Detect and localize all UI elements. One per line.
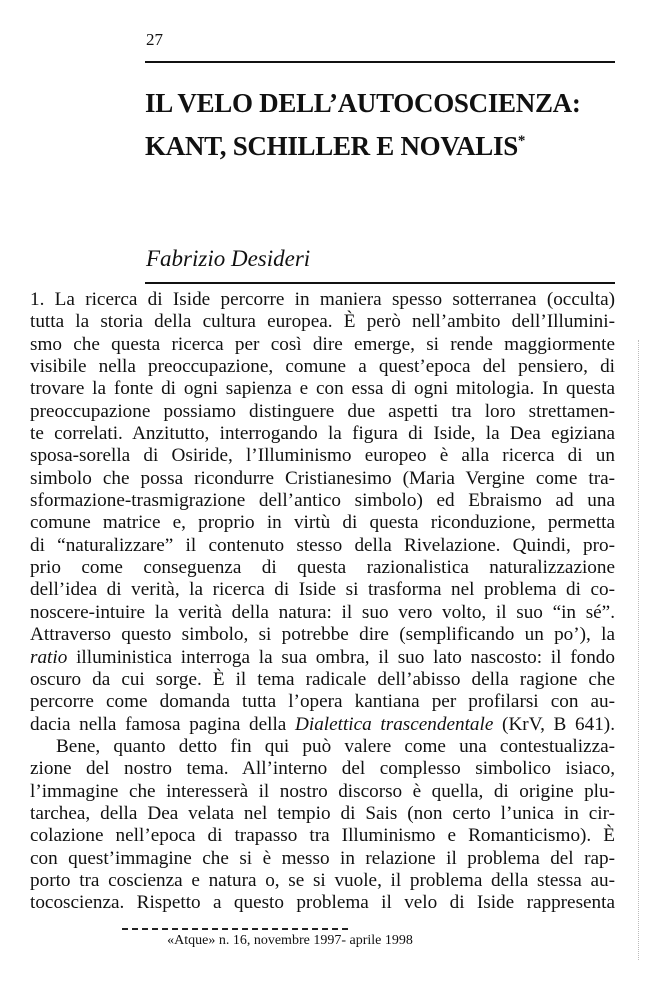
title-line-2-text: KANT, SCHILLER E NOVALIS [145,131,518,161]
body-line: preoccupazione possiamo distinguere due aspetti tra loro strettamen- [30,400,615,422]
body-line-text: dacia nella famosa pagina della [30,713,295,735]
body-line: smo che questa ricerca per così dire emerge, si rende maggiormente [30,333,615,355]
author-name: Fabrizio Desideri [146,246,311,271]
body-line: colazione nell’epoca di trapasso tra Illuminismo e Romanticismo). È [30,825,615,847]
body-line: prio come conseguenza di questa razionalistica naturalizzazione [30,557,615,579]
italic-title: Dialettica trascendentale [295,713,494,735]
body-line: di “naturalizzare” il contenuto stesso della Rivelazione. Quindi, pro- [30,534,615,556]
header-rule [145,61,615,63]
footer-rule [122,928,348,930]
title-line-2 [145,122,581,165]
italic-term: ratio [30,646,68,668]
page-number: 27 [146,30,163,49]
body-line: visibile nella preoccupazione, comune a quest’epoca del pensiero, di [30,356,615,378]
body-line: sformazione-trasmigrazione dell’antico simbolo) ed Ebraismo ad una [30,490,615,512]
scan-edge [638,340,640,960]
body-line: Bene, quanto detto fin qui può valere come una contestualizza- [56,735,615,757]
body-line-text: illuministica interroga la sua ombra, il suo lato nascosto: il fondo [67,646,615,668]
body-line: trovare la fonte di ogni sapienza e con essa di ogni mitologia. In questa [30,378,615,400]
body-line: simbolo che possa ricondurre Cristianesimo (Maria Vergine come tra- [30,467,615,489]
body-line: zione del nostro tema. All’interno del complesso simbolico isiaco, [30,758,615,780]
body-line: noscere-intuire la verità della natura: il suo vero volto, il suo “in sé”. [30,601,615,623]
body-line: l’immagine che interesserà il nostro discorso è quella, di origine plu- [30,780,615,802]
body-line: tutta la storia della cultura europea. È però nell’ambito dell’Illumini- [30,311,615,333]
footnote-mark[interactable]: * [517,133,526,149]
article-title [145,84,581,165]
body-line: te correlati. Anzitutto, interrogando la figura di Iside, la Dea egiziana [30,423,615,445]
title-line-1: IL VELO DELL’AUTOCOSCIENZA: [145,88,581,118]
body-line: dell’idea di verità, la ricerca di Iside si trasforma nel problema di co- [30,579,615,601]
body-line: comune matrice e, proprio in virtù di questa riconduzione, permetta [30,512,615,534]
body-line: oscuro da cui sorge. È il tema radicale dell’abisso della ragione che [30,668,615,690]
body-line: sposa-sorella di Osiride, l’Illuminismo europeo è alla ricerca di un [30,445,615,467]
body-line: tocoscienza. Rispetto a questo problema il velo di Iside rappresenta [30,892,615,914]
body-line: con quest’immagine che si è messo in relazione il problema del rap- [30,847,615,869]
body-line [30,714,615,736]
body-line-text: (KrV, B 641). [493,713,615,735]
body-line: 1. La ricerca di Iside percorre in maniera spesso sotterranea (occulta) [30,289,615,310]
body-line [30,647,615,669]
journal-footer: «Atque» n. 16, novembre 1997- aprile 1998 [167,933,413,948]
body-text [30,289,615,915]
body-line: porto tra coscienza e natura o, se si vuole, il problema della stessa au- [30,869,615,891]
author-rule [145,282,615,284]
body-line: percorre come domanda tutta l’opera kantiana per profilarsi con au- [30,691,615,713]
body-line: tarchea, della Dea velata nel tempio di Sais (non certo l’unica in cir- [30,802,615,824]
body-line: Attraverso questo simbolo, si potrebbe dire (semplificando un po’), la [30,624,615,646]
